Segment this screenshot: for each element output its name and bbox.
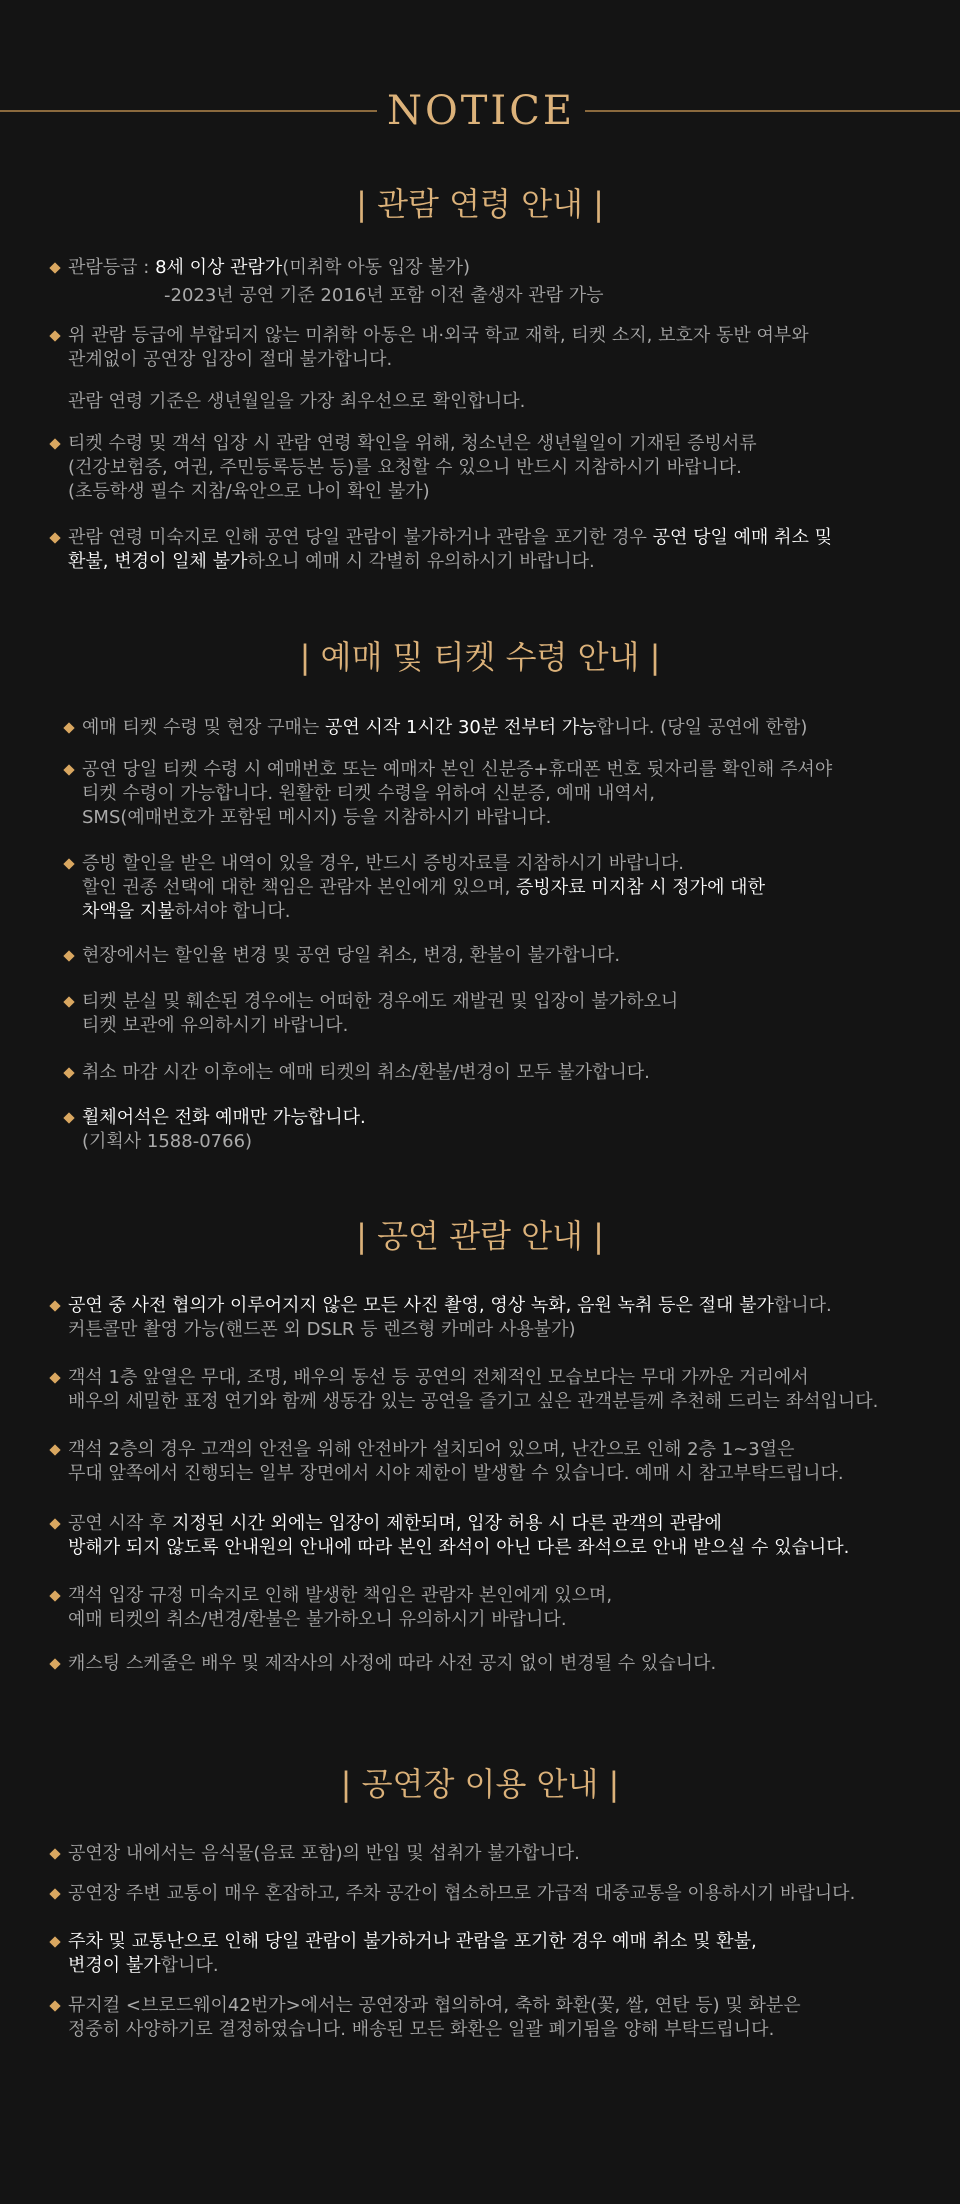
notice-line (82, 806, 832, 830)
notice-header (0, 88, 960, 138)
notice-item-traffic-notice (68, 1882, 855, 1906)
section-title: | 공연 관람 안내 | (356, 1217, 604, 1255)
notice-line (68, 256, 470, 280)
body-text: 취소 마감 시간 이후에는 예매 티켓의 취소/환불/변경이 모두 불가합니다. (82, 1062, 650, 1083)
highlight-text: 환불, 변경이 일체 불가 (68, 551, 248, 572)
body-text: (초등학생 필수 지참/육안으로 나이 확인 불가) (68, 481, 430, 502)
notice-line (68, 480, 757, 504)
notice-line (82, 716, 807, 740)
notice-line (82, 1130, 366, 1154)
body-text: 예매 티켓 수령 및 현장 구매는 (82, 717, 325, 738)
notice-line (68, 1882, 855, 1906)
diamond-bullet-icon (49, 1300, 60, 1311)
body-text: 공연장 주변 교통이 매우 혼잡하고, 주차 공간이 협소하므로 가급적 대중교통을 이용하시기 바랍니다. (68, 1883, 856, 1904)
notice-item-age-refund-policy (68, 526, 832, 574)
notice-line (68, 348, 809, 372)
body-text: 예매 티켓의 취소/변경/환불은 불가하오니 유의하시기 바랍니다. (68, 1609, 567, 1630)
diamond-bullet-icon (49, 2000, 60, 2011)
body-text: 증빙 할인을 받은 내역이 있을 경우, 반드시 증빙자료를 지참하시기 바랍니다. (82, 853, 684, 874)
notice-line (82, 944, 620, 968)
diamond-bullet-icon (49, 262, 60, 273)
diamond-bullet-icon (63, 1112, 74, 1123)
body-text: 객석 입장 규정 미숙지로 인해 발생한 책임은 관람자 본인에게 있으며, (68, 1585, 613, 1606)
notice-line (68, 432, 757, 456)
notice-item-ticket-pickup-id (82, 758, 832, 830)
notice-item-wreath-policy (68, 1994, 801, 2042)
header-divider-left (0, 110, 377, 112)
notice-line (68, 324, 809, 348)
notice-item-second-floor-seats (68, 1438, 844, 1486)
diamond-bullet-icon (49, 532, 60, 543)
notice-line (68, 550, 832, 574)
body-text: 공연 시작 후 (68, 1513, 173, 1534)
notice-line (82, 876, 765, 900)
notice-line (82, 1061, 650, 1085)
notice-item-age-restriction (68, 324, 809, 372)
highlight-text: 변경이 불가 (68, 1955, 161, 1976)
section-title: | 예매 및 티켓 수령 안내 | (299, 638, 661, 676)
body-text: 합니다. (당일 공연에 한함) (596, 717, 808, 738)
notice-item-entry-rules (68, 1584, 612, 1632)
body-text: 공연 당일 티켓 수령 시 예매번호 또는 예매자 본인 신분증+휴대폰 번호 뒷자리를 확인해 주셔야 (82, 759, 833, 780)
age-basis-note: 관람 연령 기준은 생년월일을 가장 최우선으로 확인합니다. (68, 391, 526, 412)
notice-line (68, 456, 757, 480)
body-text: (건강보험증, 여권, 주민등록등본 등)를 요청할 수 있으니 반드시 지참하시기 바랍니다. (68, 457, 742, 478)
body-text: 객석 2층의 경우 고객의 안전을 위해 안전바가 설치되어 있으며, 난간으로 인해 2층 1~3열은 (68, 1439, 795, 1460)
diamond-bullet-icon (49, 1518, 60, 1529)
body-text: 캐스팅 스케줄은 배우 및 제작사의 사정에 따라 사전 공지 없이 변경될 수 있습니다. (68, 1653, 717, 1674)
diamond-bullet-icon (63, 996, 74, 1007)
body-text: SMS(예매번호가 포함된 메시지) 등을 지참하시기 바랍니다. (82, 807, 552, 828)
diamond-bullet-icon (63, 764, 74, 775)
diamond-bullet-icon (63, 722, 74, 733)
notice-line (82, 852, 765, 876)
notice-line (68, 1512, 849, 1536)
body-text: 하셔야 합니다. (174, 901, 291, 922)
notice-title: NOTICE (386, 88, 576, 134)
diamond-bullet-icon (49, 330, 60, 341)
notice-item-late-entry (68, 1512, 849, 1560)
notice-line (82, 782, 832, 806)
notice-item-casting-schedule (68, 1652, 716, 1676)
notice-item-front-row-seats (68, 1366, 878, 1414)
notice-item-ticket-pickup-time (82, 716, 807, 740)
highlight-text: 증빙자료 미지참 시 정가에 대한 (516, 877, 765, 898)
notice-item-no-food (68, 1842, 580, 1866)
notice-item-age-rating (68, 256, 470, 280)
body-text: 객석 1층 앞열은 무대, 조명, 배우의 동선 등 공연의 전체적인 모습보다는 무대 가까운 거리에서 (68, 1367, 809, 1388)
notice-item-no-recording (68, 1294, 832, 1342)
body-text: 티켓 분실 및 훼손된 경우에는 어떠한 경우에도 재발권 및 입장이 불가하오니 (82, 991, 679, 1012)
notice-line (68, 1366, 878, 1390)
notice-item-parking-refund (68, 1930, 757, 1978)
header-divider-right (585, 110, 960, 112)
notice-item-ticket-loss (82, 990, 678, 1038)
body-text: (기획사 1588-0766) (82, 1131, 253, 1152)
body-text: 위 관람 등급에 부합되지 않는 미취학 아동은 내·외국 학교 재학, 티켓 소지, 보호자 동반 여부와 (68, 325, 809, 346)
body-text: 할인 권종 선택에 대한 책임은 관람자 본인에게 있으며, (82, 877, 517, 898)
body-text: 관람 연령 미숙지로 인해 공연 당일 관람이 불가하거나 관람을 포기한 경우 (68, 527, 653, 548)
notice-item-onsite-change (82, 944, 620, 968)
notice-line (68, 1584, 612, 1608)
notice-line (68, 1994, 801, 2018)
diamond-bullet-icon (49, 1848, 60, 1859)
body-text: 티켓 수령이 가능합니다. 원활한 티켓 수령을 위하여 신분증, 예매 내역서, (82, 783, 655, 804)
body-text: 무대 앞쪽에서 진행되는 일부 장면에서 시야 제한이 발생할 수 있습니다. 예매 시 참고부탁드립니다. (68, 1463, 844, 1484)
notice-line (68, 1438, 844, 1462)
highlight-text: 8세 이상 관람가 (155, 257, 283, 278)
notice-line (68, 1536, 849, 1560)
notice-line (82, 990, 678, 1014)
body-text: (미취학 아동 입장 불가) (282, 257, 470, 278)
notice-line (68, 1954, 757, 1978)
notice-item-wheelchair-seat (82, 1106, 366, 1154)
body-text: 합니다. (773, 1295, 832, 1316)
diamond-bullet-icon (49, 1372, 60, 1383)
section-title: | 공연장 이용 안내 | (340, 1765, 620, 1803)
age-rating-note: -2023년 공연 기준 2016년 포함 이전 출생자 관람 가능 (164, 285, 604, 306)
highlight-text: 공연 당일 예매 취소 및 (652, 527, 832, 548)
highlight-text: 방해가 되지 않도록 안내원의 안내에 따라 본인 좌석이 아닌 다른 좌석으로 안내 받으실 수 있습니다. (68, 1537, 850, 1558)
notice-line (82, 900, 765, 924)
diamond-bullet-icon (49, 1658, 60, 1669)
diamond-bullet-icon (49, 438, 60, 449)
diamond-bullet-icon (63, 1067, 74, 1078)
body-text: 관람등급 : (68, 257, 156, 278)
diamond-bullet-icon (63, 858, 74, 869)
body-text: 정중히 사양하기로 결정하였습니다. 배송된 모든 화환은 일괄 폐기됨을 양해 부탁드립니다. (68, 2019, 775, 2040)
notice-line (68, 526, 832, 550)
highlight-text: 휠체어석은 전화 예매만 가능합니다. (82, 1107, 366, 1128)
body-text: 배우의 세밀한 표정 연기와 함께 생동감 있는 공연을 즐기고 싶은 관객분들께 추천해 드리는 좌석입니다. (68, 1391, 879, 1412)
body-text: 티켓 보관에 유의하시기 바랍니다. (82, 1015, 349, 1036)
notice-item-age-id-proof (68, 432, 757, 504)
notice-line (82, 1014, 678, 1038)
body-text: 공연장 내에서는 음식물(음료 포함)의 반입 및 섭취가 불가합니다. (68, 1843, 580, 1864)
highlight-text: 공연 중 사전 협의가 이루어지지 않은 모든 사진 촬영, 영상 녹화, 음원 녹취 등은 절대 불가 (68, 1295, 774, 1316)
notice-line (68, 1390, 878, 1414)
notice-line (82, 758, 832, 782)
diamond-bullet-icon (49, 1936, 60, 1947)
highlight-text: 차액을 지불 (82, 901, 175, 922)
body-text: 관계없이 공연장 입장이 절대 불가합니다. (68, 349, 393, 370)
body-text: 뮤지컬 <브로드웨이42번가>에서는 공연장과 협의하여, 축하 화환(꽃, 쌀, 연탄 등) 및 화분은 (68, 1995, 801, 2016)
notice-line (68, 1608, 612, 1632)
notice-line (68, 1294, 832, 1318)
diamond-bullet-icon (49, 1888, 60, 1899)
notice-item-discount-proof (82, 852, 765, 924)
diamond-bullet-icon (63, 950, 74, 961)
notice-line (68, 1842, 580, 1866)
section-title: | 관람 연령 안내 | (356, 185, 604, 223)
body-text: 티켓 수령 및 객석 입장 시 관람 연령 확인을 위해, 청소년은 생년월일이 기재된 증빙서류 (68, 433, 757, 454)
notice-line (68, 1318, 832, 1342)
body-text: 현장에서는 할인율 변경 및 공연 당일 취소, 변경, 환불이 불가합니다. (82, 945, 621, 966)
diamond-bullet-icon (49, 1590, 60, 1601)
notice-line (68, 1930, 757, 1954)
diamond-bullet-icon (49, 1444, 60, 1455)
body-text: 하오니 예매 시 각별히 유의하시기 바랍니다. (247, 551, 595, 572)
highlight-text: 공연 시작 1시간 30분 전부터 가능 (325, 717, 597, 738)
notice-line (68, 1462, 844, 1486)
body-text: 커튼콜만 촬영 가능(핸드폰 외 DSLR 등 렌즈형 카메라 사용불가) (68, 1319, 576, 1340)
notice-item-cancel-deadline (82, 1061, 650, 1085)
highlight-text: 지정된 시간 외에는 입장이 제한되며, 입장 허용 시 다른 관객의 관람에 (172, 1513, 722, 1534)
notice-line (68, 1652, 716, 1676)
notice-line (82, 1106, 366, 1130)
highlight-text: 주차 및 교통난으로 인해 당일 관람이 불가하거나 관람을 포기한 경우 예매 취소 및 환불, (68, 1931, 757, 1952)
body-text: 합니다. (160, 1955, 219, 1976)
notice-line (68, 2018, 801, 2042)
